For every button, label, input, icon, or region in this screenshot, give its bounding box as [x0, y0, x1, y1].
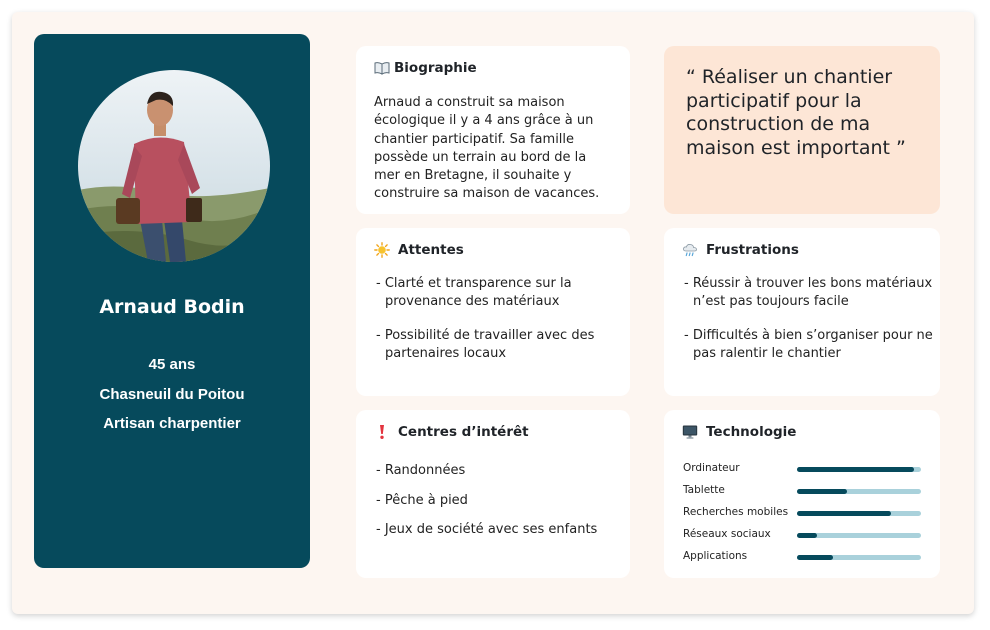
technology-row-label: Recherches mobiles — [683, 506, 789, 518]
technology-level-track — [797, 489, 921, 494]
technology-level-track — [797, 555, 921, 560]
exclamation-icon — [374, 424, 390, 440]
sun-icon — [374, 242, 390, 258]
frustrations-title: Frustrations — [682, 242, 799, 258]
technology-level-fill — [797, 467, 914, 472]
technology-row-label: Réseaux sociaux — [683, 528, 771, 540]
technology-level-track — [797, 533, 921, 538]
expectations-list — [376, 275, 626, 379]
biography-card — [356, 46, 630, 214]
technology-row — [683, 526, 923, 548]
list-item: - Jeux de société avec ses enfants — [376, 522, 598, 537]
technology-level-fill — [797, 489, 847, 494]
technology-title: Technologie — [682, 424, 796, 440]
quote-card — [664, 46, 940, 214]
technology-row-label: Applications — [683, 550, 748, 562]
biography-title: Biographie — [374, 60, 477, 76]
technology-card — [664, 410, 940, 578]
list-item: - Possibilité de travailler avec des partenaires locaux — [376, 328, 595, 361]
profile-panel — [34, 34, 310, 568]
person-photo — [78, 70, 270, 262]
frustrations-card — [664, 228, 940, 396]
technology-level-track — [797, 511, 921, 516]
expectations-title: Attentes — [374, 242, 464, 258]
persona-details — [34, 356, 310, 445]
list-item: - Difficultés à bien s’organiser pour ne pas ralentir le chantier — [684, 328, 933, 361]
technology-row — [683, 548, 923, 570]
monitor-icon — [682, 424, 698, 440]
technology-row — [683, 482, 923, 504]
list-item: - Réussir à trouver les bons matériaux n’est pas toujours facile — [684, 276, 933, 309]
technology-level-fill — [797, 555, 833, 560]
list-item: - Pêche à pied — [376, 492, 468, 508]
technology-level-track — [797, 467, 921, 472]
rain-cloud-icon — [682, 242, 698, 258]
technology-row-label: Tablette — [683, 484, 725, 496]
persona-job: Artisan charpentier — [103, 415, 241, 432]
expectations-card — [356, 228, 630, 396]
quote-text: “ Réaliser un chantier participatif pour la construction de ma maison est important ” — [686, 66, 906, 159]
list-item: - Randonnées — [376, 463, 466, 478]
avatar — [78, 70, 270, 262]
frustrations-list — [684, 275, 934, 379]
persona-name: Arnaud Bodin — [99, 296, 245, 318]
persona-city: Chasneuil du Poitou — [99, 385, 245, 403]
open-book-icon — [374, 60, 390, 76]
biography-text: Arnaud a construit sa maison écologique il y a 4 ans grâce à un chantier participatif. Sa famille possède un terrain au bord de la mer en Bretagne, il souhaite y construire sa maison de vacances. — [374, 95, 600, 202]
technology-bars — [683, 460, 923, 570]
interests-card — [356, 410, 630, 578]
list-item: - Clarté et transparence sur la provenance des matériaux — [376, 276, 572, 309]
technology-row — [683, 460, 923, 482]
technology-level-fill — [797, 511, 891, 516]
technology-row — [683, 504, 923, 526]
interests-list — [376, 462, 626, 551]
technology-row-label: Ordinateur — [683, 462, 740, 474]
technology-level-fill — [797, 533, 817, 538]
interests-title: Centres d’intérêt — [374, 424, 529, 440]
persona-age: 45 ans — [148, 356, 196, 373]
